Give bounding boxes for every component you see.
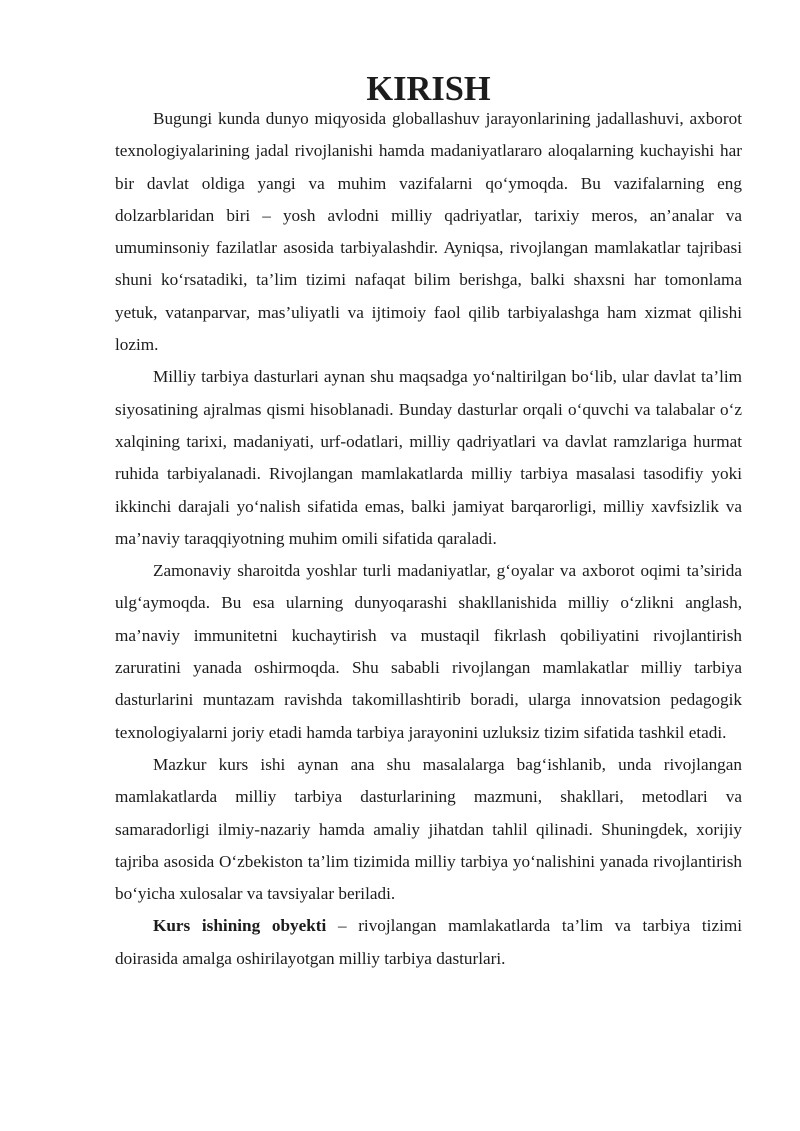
paragraph-object	[115, 910, 742, 975]
paragraph-2: Milliy tarbiya dasturlari aynan shu maqsadga yo‘naltirilgan bo‘lib, ular davlat ta’lim siyosatining ajralmas qismi hisoblanadi. Bunday dasturlar orqali o‘quvchi va talabalar o‘z xalqining tarixi, madaniyati, urf-odatlari, milliy qadriyatlari va davlat ramzlariga hurmat ruhida tarbiyalanadi. Rivojlangan mamlakatlarda milliy tarbiya masalasi tasodifiy yoki ikkinchi darajali yo‘nalish sifatida emas, balki jamiyat barqarorligi, milliy xavfsizlik va ma’naviy taraqqiyotning muhim omili sifatida qaraladi.	[115, 367, 742, 548]
object-text: – rivojlangan mamlakatlarda ta’lim va tarbiya tizimi doirasida amalga oshirilayotgan milliy tarbiya dasturlari.	[115, 916, 743, 968]
document-page	[115, 70, 743, 975]
paragraph-3: Zamonaviy sharoitda yoshlar turli madaniyatlar, g‘oyalar va axborot oqimi ta’sirida ulg‘aymoqda. Bu esa ularning dunyoqarashi shakllanishida milliy o‘zlikni anglash, ma’naviy immunitetni kuchaytirish va mustaqil fikrlash qobiliyatini rivojlantirish zaruratini yanada oshirmoqda. Shu sababli rivojlangan mamlakatlar milliy tarbiya dasturlarini muntazam ravishda takomillashtirib boradi, ularga innovatsion pedagogik texnologiyalarni joriy etadi hamda tarbiya jarayonini uzluksiz tizim sifatida tashkil etadi.	[115, 561, 742, 742]
section-title: KIRISH	[366, 70, 491, 108]
paragraph-4: Mazkur kurs ishi aynan ana shu masalalarga bag‘ishlanib, unda rivojlangan mamlakatlarda milliy tarbiya dasturlarining mazmuni, shakllari, metodlari va samaradorligi ilmiy-nazariy hamda amaliy jihatdan tahlil qilinadi. Shuningdek, xorijiy tajriba asosida O‘zbekiston ta’lim tizimida milliy tarbiya yo‘nalishini yanada rivojlantirish bo‘yicha xulosalar va tavsiyalar beriladi.	[115, 754, 742, 904]
object-label: Kurs ishining obyekti	[153, 916, 327, 936]
paragraph-1: Bugungi kunda dunyo miqyosida globallashuv jarayonlarining jadallashuvi, axborot texnologiyalarining jadal rivojlanishi hamda madaniyatlararo aloqalarning kuchayishi har bir davlat oldiga yangi va muhim vazifalarni qo‘ymoqda. Bu vazifalarning eng dolzarblaridan biri – yosh avlodni milliy qadriyatlar, tarixiy meros, an’analar va umuminsoniy fazilatlar asosida tarbiyalashdir. Ayniqsa, rivojlangan mamlakatlar tajribasi shuni ko‘rsatadiki, ta’lim tizimi nafaqat bilim berishga, balki shaxsni har tomonlama yetuk, vatanparvar, mas’uliyatli va ijtimoiy faol qilib tarbiyalashga ham xizmat qilishi lozim.	[115, 109, 742, 355]
